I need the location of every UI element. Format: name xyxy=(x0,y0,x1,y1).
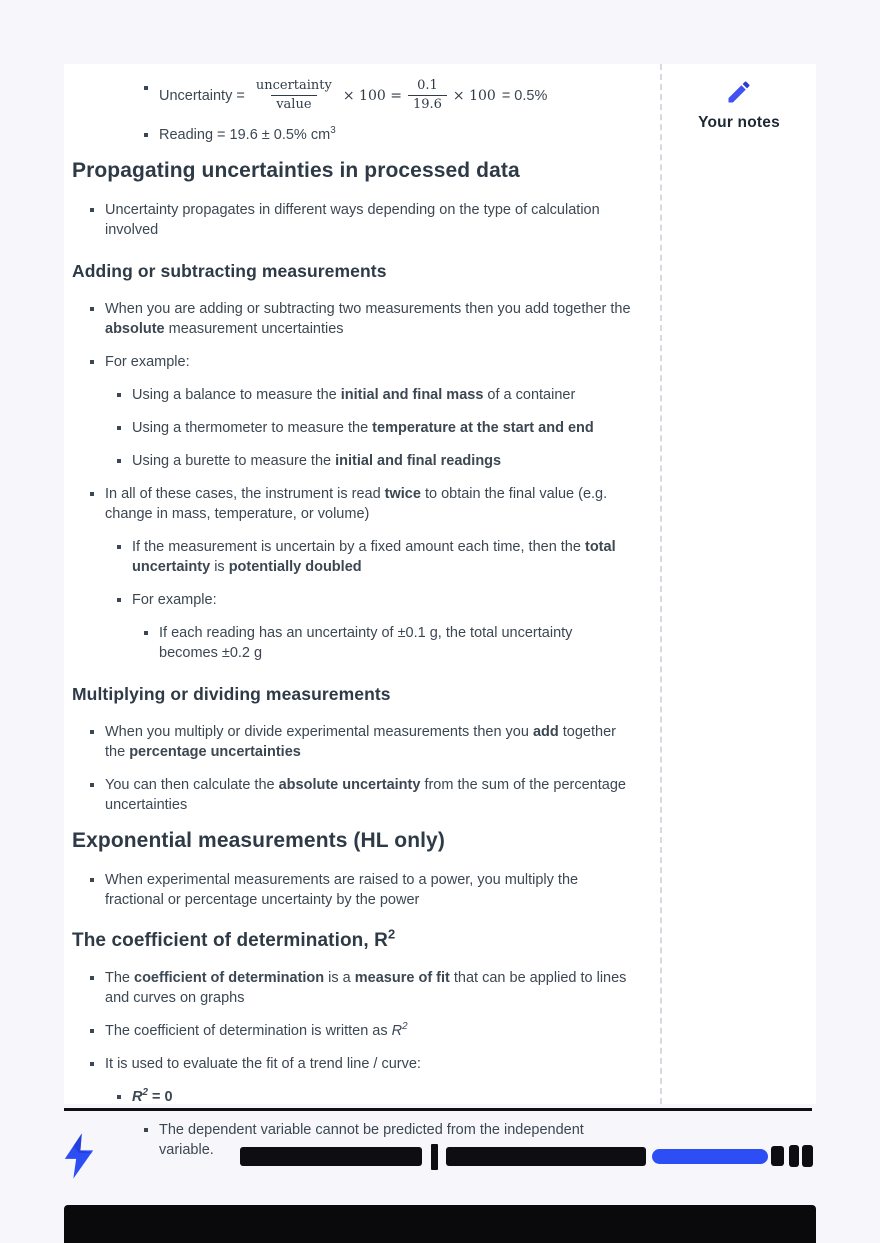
bullet-marker xyxy=(90,730,94,734)
list-item: You can then calculate the absolute uncertainty from the sum of the percentage uncertainties xyxy=(72,775,634,815)
bullet-marker xyxy=(90,208,94,212)
bullet-marker xyxy=(117,426,121,430)
footer-text-block xyxy=(240,1147,422,1166)
heading-coefficient-determination: The coefficient of determination, $R^2$ xyxy=(72,926,396,951)
heading-multiplying-dividing: Multiplying or dividing measurements xyxy=(72,684,391,704)
your-notes-label: Your notes xyxy=(698,114,780,131)
list-item xyxy=(72,125,634,145)
bullet-marker xyxy=(90,1062,94,1066)
bullet-marker xyxy=(144,631,148,635)
content-card xyxy=(64,64,816,1158)
times-100: × 100 xyxy=(452,87,496,104)
bullet-marker xyxy=(90,360,94,364)
list-item: When experimental measurements are raised to a power, you multiply the fractional or percentage uncertainty by the power xyxy=(72,870,634,910)
times-100: × 100 = xyxy=(342,87,402,104)
heading-propagating: Propagating uncertainties in processed data xyxy=(72,159,520,182)
bullet-marker xyxy=(117,393,121,397)
formula-prefix: Uncertainty = xyxy=(159,87,245,104)
formula-result: = 0.5% xyxy=(501,87,548,104)
list-item: It is used to evaluate the fit of a trend line / curve: xyxy=(72,1054,634,1074)
fraction: $\frac{0.1}{19.6}$ xyxy=(408,78,447,113)
footer-text-block xyxy=(771,1146,784,1166)
bullet-marker xyxy=(144,133,148,137)
list-item: In all of these cases, the instrument is read twice to obtain the final value (e.g. change in mass, temperature, or volume) xyxy=(72,484,634,524)
footer-separator xyxy=(431,1144,438,1170)
footer-text-block xyxy=(446,1147,646,1166)
list-item: Using a balance to measure the initial and final mass of a container xyxy=(72,385,634,405)
list-item: The coefficient of determination is a measure of fit that can be applied to lines and curves on graphs xyxy=(72,968,634,1008)
footer-text-block xyxy=(789,1145,799,1167)
bullet-marker xyxy=(117,598,121,602)
bullet-marker xyxy=(90,1029,94,1033)
list-item xyxy=(72,78,634,113)
list-item: The dependent variable cannot be predicted from the independent variable. xyxy=(72,1120,634,1160)
footer-divider xyxy=(64,1108,812,1111)
list-item: When you multiply or divide experimental measurements then you add together the percentage uncertainties xyxy=(72,722,634,762)
content-column xyxy=(64,64,660,1158)
pencil-icon xyxy=(725,78,753,106)
bullet-marker xyxy=(90,307,94,311)
list-item: Using a thermometer to measure the temperature at the start and end xyxy=(72,418,634,438)
bullet-marker xyxy=(144,1128,148,1132)
bullet-marker xyxy=(117,1095,121,1099)
list-item: $R^2 = 0$ xyxy=(72,1087,634,1107)
list-item: Using a burette to measure the initial and final readings xyxy=(72,451,634,471)
list-item: For example: xyxy=(72,352,634,372)
list-item: The coefficient of determination is written as $R^2$ xyxy=(72,1021,634,1041)
fraction: $\frac{\text{uncertainty}}{\text{value}}$ xyxy=(255,78,332,112)
your-notes-panel xyxy=(662,64,816,1104)
bullet-marker xyxy=(117,545,121,549)
heading-adding-subtracting: Adding or subtracting measurements xyxy=(72,261,387,281)
list-item: If the measurement is uncertain by a fixed amount each time, then the total uncertainty is potentially doubled xyxy=(72,537,634,577)
reading-value: Reading = 19.6 ± 0.5% $cm^3$ xyxy=(159,125,336,143)
bullet-marker xyxy=(117,459,121,463)
footer-cta-button[interactable] xyxy=(652,1149,768,1164)
bullet-marker xyxy=(90,492,94,496)
footer-text-block xyxy=(802,1145,813,1167)
brand-logo[interactable] xyxy=(62,1133,96,1179)
bullet-marker xyxy=(90,878,94,882)
bullet-marker xyxy=(90,783,94,787)
heading-exponential: Exponential measurements (HL only) xyxy=(72,829,445,852)
bullet-marker xyxy=(144,86,148,90)
list-item: When you are adding or subtracting two measurements then you add together the absolute measurement uncertainties xyxy=(72,299,634,339)
list-item: For example: xyxy=(72,590,634,610)
list-item: Uncertainty propagates in different ways depending on the type of calculation involved xyxy=(72,200,634,240)
footer-band xyxy=(64,1205,816,1243)
uncertainty-formula xyxy=(159,78,634,113)
bullet-marker xyxy=(90,976,94,980)
list-item: If each reading has an uncertainty of ±0.1 g, the total uncertainty becomes ±0.2 g xyxy=(72,623,634,663)
